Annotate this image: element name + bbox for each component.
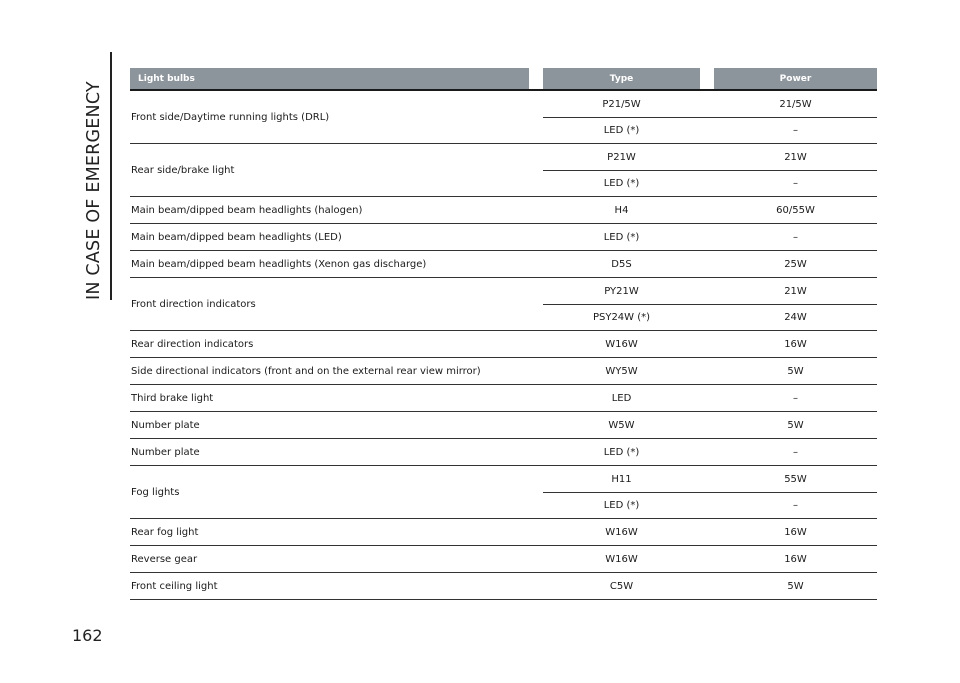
bulb-variant (543, 519, 877, 545)
light-bulbs-table (130, 68, 877, 600)
bulb-variant (543, 251, 877, 277)
bulb-variant (543, 91, 877, 117)
bulb-variant (543, 439, 877, 465)
bulb-variants (543, 197, 877, 223)
bulb-name: Fog lights (131, 486, 180, 498)
bulb-power: 55W (784, 473, 807, 485)
bulb-variants (543, 144, 877, 196)
bulb-power: – (793, 231, 798, 243)
bulb-power: – (793, 446, 798, 458)
bulb-variant (543, 170, 877, 196)
header-light-bulbs: Light bulbs (130, 68, 529, 89)
section-title: IN CASE OF EMERGENCY (84, 81, 104, 300)
bulb-name: Main beam/dipped beam headlights (LED) (131, 231, 342, 243)
table-row (130, 144, 877, 197)
bulb-variants (543, 224, 877, 250)
bulb-variant (543, 304, 877, 330)
bulb-name: Main beam/dipped beam headlights (halogen) (131, 204, 363, 216)
bulb-variant (543, 492, 877, 518)
table-row (130, 197, 877, 224)
header-type: Type (543, 68, 700, 89)
bulb-variants (543, 573, 877, 599)
bulb-variant (543, 278, 877, 304)
bulb-name: Number plate (131, 446, 200, 458)
bulb-variants (543, 358, 877, 384)
bulb-power: 25W (784, 258, 807, 270)
bulb-variants (543, 331, 877, 357)
bulb-name: Front ceiling light (131, 580, 218, 592)
table-row (130, 358, 877, 385)
bulb-variants (543, 278, 877, 330)
bulb-type: C5W (609, 580, 634, 592)
bulb-variant (543, 197, 877, 223)
table-row (130, 278, 877, 331)
table-row (130, 573, 877, 600)
bulb-variants (543, 251, 877, 277)
bulb-variants (543, 385, 877, 411)
bulb-name: Main beam/dipped beam headlights (Xenon gas discharge) (131, 258, 427, 270)
bulb-type: H4 (614, 204, 629, 216)
bulb-power: 21W (784, 285, 807, 297)
table-row (130, 251, 877, 278)
table-row (130, 412, 877, 439)
bulb-type: LED (*) (603, 231, 640, 243)
table-row (130, 91, 877, 144)
bulb-name: Rear side/brake light (131, 164, 235, 176)
bulb-power: 21/5W (779, 98, 812, 110)
table-row (130, 466, 877, 519)
bulb-power: 16W (784, 553, 807, 565)
bulb-variant (543, 358, 877, 384)
bulb-variant (543, 144, 877, 170)
bulb-power: – (793, 500, 798, 511)
bulb-name: Reverse gear (131, 553, 198, 565)
page-number: 162 (72, 626, 103, 645)
bulb-name: Third brake light (131, 392, 214, 404)
bulb-type: PSY24W (*) (592, 312, 651, 323)
bulb-power: – (793, 125, 798, 136)
bulb-name: Rear fog light (131, 526, 199, 538)
bulb-name: Front direction indicators (131, 298, 256, 310)
bulb-type: LED (611, 392, 632, 404)
bulb-power: 21W (784, 151, 807, 163)
bulb-type: H11 (611, 473, 632, 485)
bulb-variants (543, 546, 877, 572)
bulb-variant (543, 573, 877, 599)
table-row (130, 439, 877, 466)
bulb-power: 5W (787, 365, 804, 377)
bulb-name: Side directional indicators (front and on the external rear view mirror) (131, 365, 481, 377)
bulb-variants (543, 439, 877, 465)
bulb-power: 60/55W (776, 204, 815, 216)
bulb-power: – (793, 178, 798, 189)
section-title-rule (110, 52, 112, 300)
bulb-type: W5W (608, 419, 635, 431)
bulb-variant (543, 224, 877, 250)
bulb-variants (543, 91, 877, 143)
header-power: Power (714, 68, 877, 89)
bulb-variants (543, 412, 877, 438)
bulb-type: W16W (605, 553, 638, 565)
bulb-power: 24W (784, 312, 807, 323)
bulb-variants (543, 519, 877, 545)
bulb-type: LED (*) (603, 446, 640, 458)
bulb-variant (543, 546, 877, 572)
bulb-variant (543, 385, 877, 411)
table-row (130, 331, 877, 358)
bulb-power: – (793, 392, 798, 404)
bulb-type: W16W (605, 526, 638, 538)
bulb-type: W16W (605, 338, 638, 350)
bulb-name: Rear direction indicators (131, 338, 254, 350)
bulb-type: LED (*) (603, 178, 640, 189)
bulb-type: P21/5W (602, 98, 641, 110)
bulb-variant (543, 466, 877, 492)
bulb-type: LED (*) (603, 125, 640, 136)
table-row (130, 546, 877, 573)
table-body (130, 91, 877, 600)
table-header (130, 68, 877, 89)
bulb-type: PY21W (604, 285, 639, 297)
table-row (130, 224, 877, 251)
bulb-variant (543, 412, 877, 438)
bulb-power: 16W (784, 526, 807, 538)
bulb-variant (543, 331, 877, 357)
bulb-variant (543, 117, 877, 143)
bulb-name: Number plate (131, 419, 200, 431)
bulb-type: P21W (607, 151, 636, 163)
table-row (130, 519, 877, 546)
bulb-type: LED (*) (603, 500, 640, 511)
bulb-power: 5W (787, 580, 804, 592)
table-row (130, 385, 877, 412)
bulb-name: Front side/Daytime running lights (DRL) (131, 111, 330, 123)
bulb-variants (543, 466, 877, 518)
bulb-power: 16W (784, 338, 807, 350)
bulb-power: 5W (787, 419, 804, 431)
bulb-type: D5S (611, 258, 632, 270)
bulb-type: WY5W (605, 365, 638, 377)
